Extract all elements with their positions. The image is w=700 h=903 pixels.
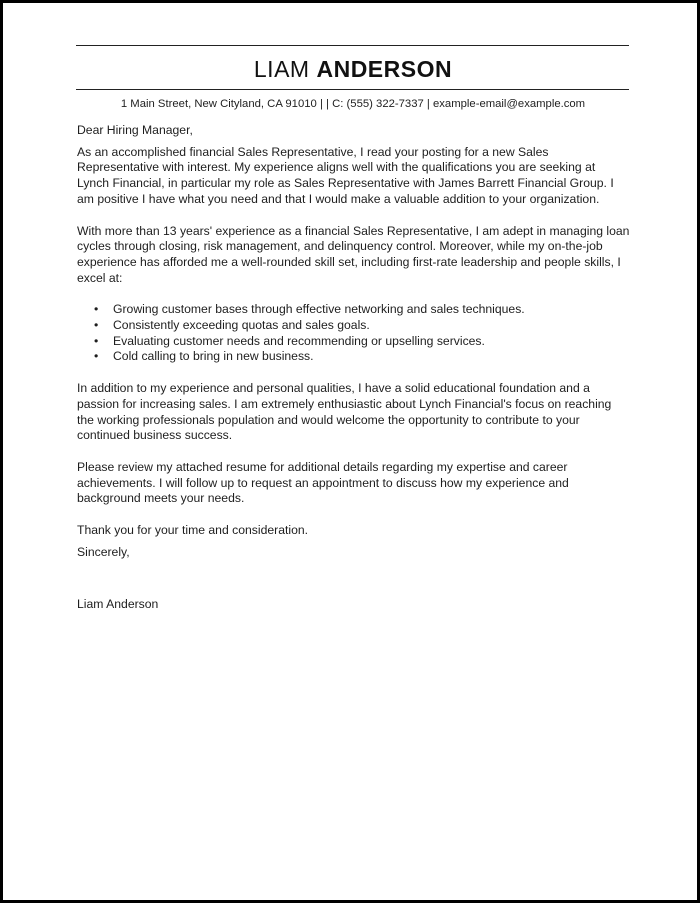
text-line: background meets your needs. <box>77 491 245 506</box>
text-line: the working professionals population and would welcome the opportunity to contribute to your <box>77 412 580 427</box>
list-item <box>77 349 637 365</box>
list-item-text: Consistently exceeding quotas and sales goals. <box>113 318 370 333</box>
contact-info: 1 Main Street, New Cityland, CA 91010 | | C: (555) 322-7337 | example-email@example.com <box>120 98 586 110</box>
list-item-text: Growing customer bases through effective networking and sales techniques. <box>113 302 525 317</box>
header-bottom-rule <box>76 89 629 90</box>
header-top-rule <box>76 45 629 46</box>
bullet-icon: • <box>94 333 99 348</box>
text-line: passion for increasing sales. I am extremely enthusiastic about Lynch Financial's focus on reaching <box>77 396 612 411</box>
list-item-text: Evaluating customer needs and recommending or upselling services. <box>113 333 485 348</box>
paragraph-followup <box>77 460 637 507</box>
text-line: Representative with interest. My experience aligns well with the qualifications you are seeking at <box>77 160 596 175</box>
paragraph-experience <box>77 224 637 287</box>
text-line: am positive I have what you need and that I would make a valuable addition to your organization. <box>77 191 600 206</box>
bullet-icon: • <box>94 349 99 364</box>
list-item <box>77 318 637 334</box>
bullet-icon: • <box>94 318 99 333</box>
thanks-line: Thank you for your time and consideration. <box>77 523 309 538</box>
text-line: Lynch Financial, in particular my role as Sales Representative with James Barrett Financial Group. I <box>77 176 614 191</box>
text-line: In addition to my experience and personal qualities, I have a solid educational foundation and a <box>77 381 590 396</box>
applicant-last-name: ANDERSON <box>316 56 453 82</box>
text-line: cycles through closing, risk management, and delinquency control. Moreover, while my on-the-job <box>77 239 603 254</box>
list-item <box>77 334 637 350</box>
text-line: As an accomplished financial Sales Representative, I read your posting for a new Sales <box>77 144 549 159</box>
list-item <box>77 302 637 318</box>
skills-list <box>77 302 637 365</box>
paragraph-education <box>77 381 637 444</box>
closing-line: Sincerely, <box>77 544 130 559</box>
text-line: With more than 13 years' experience as a financial Sales Representative, I am adept in managing loan <box>77 223 630 238</box>
letter-body <box>77 123 637 613</box>
signature-name: Liam Anderson <box>77 597 159 612</box>
text-line: Please review my attached resume for additional details regarding my expertise and career <box>77 459 568 474</box>
applicant-name <box>3 55 700 83</box>
list-item-text: Cold calling to bring in new business. <box>113 349 314 364</box>
bullet-icon: • <box>94 302 99 317</box>
salutation: Dear Hiring Manager, <box>77 123 193 137</box>
text-line: experience has afforded me a well-rounded skill set, including first-rate leadership and people skills, I <box>77 254 621 269</box>
applicant-first-name: LIAM <box>253 56 310 82</box>
paragraph-intro <box>77 145 637 208</box>
text-line: continued business success. <box>77 428 233 443</box>
text-line: achievements. I will follow up to request an appointment to discuss how my experience and <box>77 475 569 490</box>
text-line: excel at: <box>77 270 123 285</box>
